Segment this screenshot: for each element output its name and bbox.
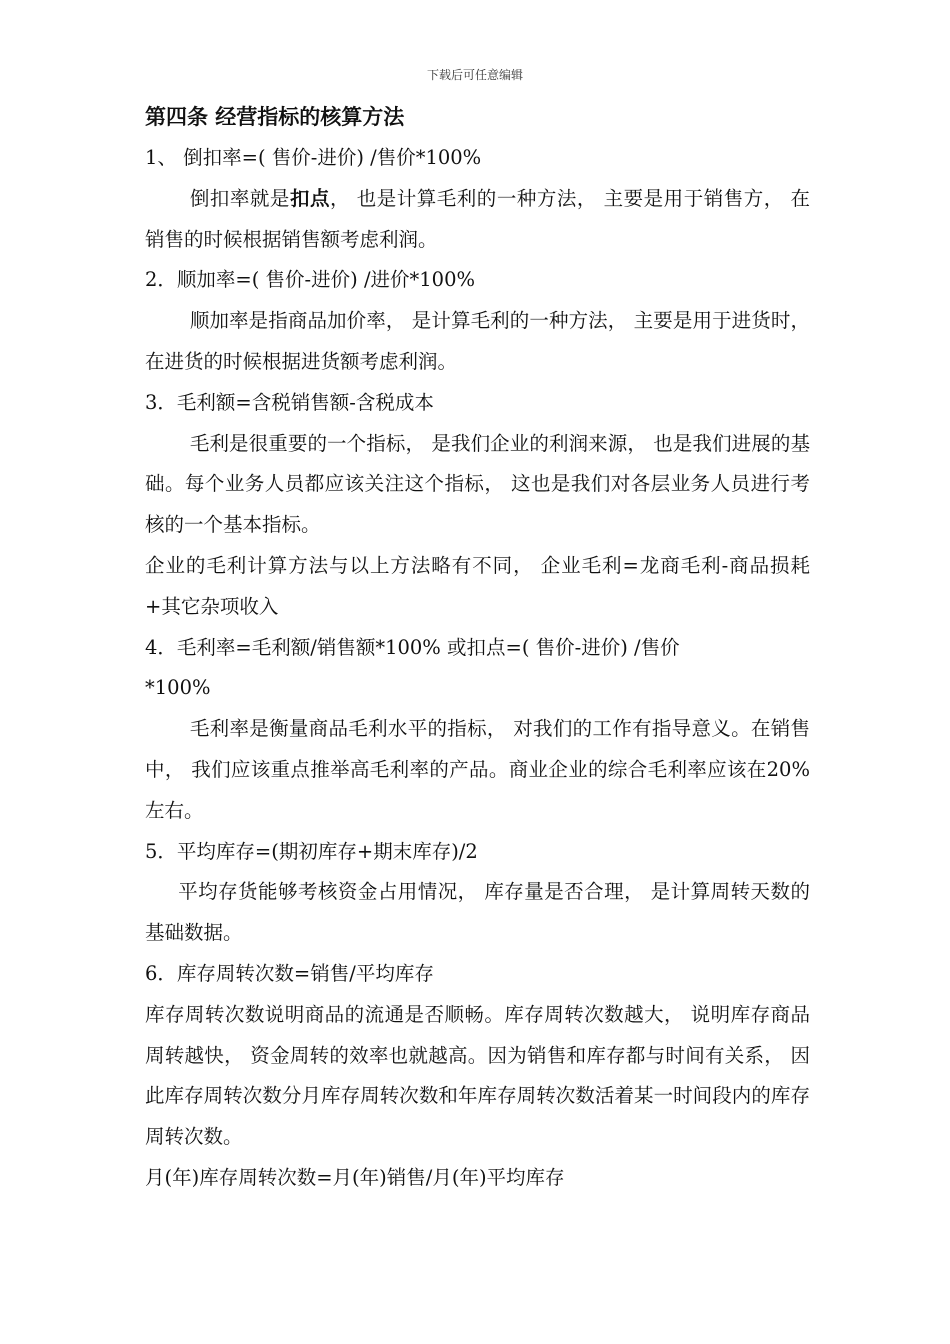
- desc-average-inventory: 平均存货能够考核资金占用情况， 库存量是否合理， 是计算周转天数的基础数据。: [145, 880, 810, 945]
- formula-average-inventory: 5．平均库存=(期初库存+期末库存)/2: [145, 839, 478, 863]
- formula-gross-profit: 3．毛利额=含税销售额-含税成本: [145, 390, 434, 414]
- desc-gross-margin: 毛利率是衡量商品毛利水平的指标， 对我们的工作有指导意义。在销售中， 我们应该重点推举高毛利率的产品。商业企业的综合毛利率应该在20%左右。: [145, 717, 810, 822]
- document-body: [145, 100, 810, 1199]
- desc-markdown-rate: 倒扣率就是扣点， 也是计算毛利的一种方法， 主要是用于销售方， 在销售的时候根据销售额考虑利润。: [145, 186, 810, 251]
- desc-gross-profit: 毛利是很重要的一个指标， 是我们企业的利润来源， 也是我们进展的基础。每个业务人员都应该关注这个指标， 这也是我们对各层业务人员进行考核的一个基本指标。: [145, 431, 810, 537]
- formula-inventory-turnover: 6．库存周转次数=销售/平均库存: [145, 961, 434, 985]
- note-enterprise-gross-profit: 企业的毛利计算方法与以上方法略有不同， 企业毛利=龙商毛利-商品损耗+其它杂项收入: [145, 553, 810, 618]
- formula-markdown-rate: 1、 倒扣率=( 售价-进价) /售价*100%: [145, 146, 482, 169]
- section-title: 第四条 经营指标的核算方法: [145, 105, 405, 129]
- formula-gross-margin-cont: *100%: [145, 676, 211, 700]
- bold-term: 扣点: [289, 186, 330, 210]
- formula-markup-rate: 2．顺加率=( 售价-进价) /进价*100%: [145, 268, 476, 292]
- header-note: 下载后可任意编辑: [426, 68, 523, 82]
- desc-inventory-turnover: 库存周转次数说明商品的流通是否顺畅。库存周转次数越大， 说明库存商品周转越快， 资金周转的效率也就越高。因为销售和库存都与时间有关系， 因此库存周转次数分月库存周转次数和年库存周转次数活着某一时间段内的库存周转次数。: [145, 1002, 810, 1149]
- desc-markup-rate: 顺加率是指商品加价率， 是计算毛利的一种方法， 主要是用于进货时， 在进货的时候根据进货额考虑利润。: [145, 309, 810, 373]
- formula-monthly-yearly-turnover: 月(年)库存周转次数=月(年)销售/月(年)平均库存: [145, 1165, 565, 1189]
- formula-gross-margin: 4．毛利率=毛利额/销售额*100% 或扣点=( 售价-进价) /售价: [145, 635, 680, 659]
